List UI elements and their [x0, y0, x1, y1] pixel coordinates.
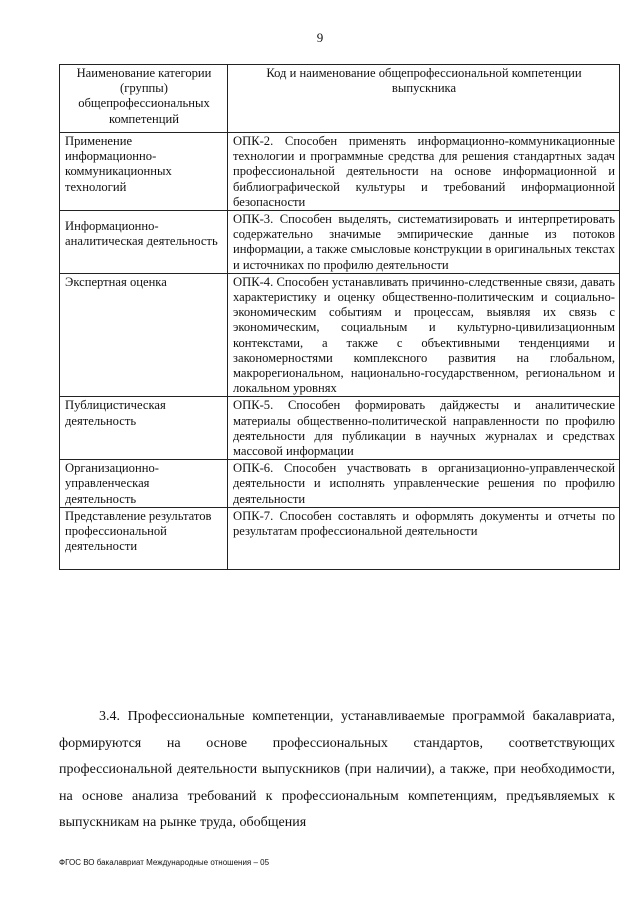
competence-cell: ОПК-6. Способен участвовать в организационно-управленческой деятельности и исполнять управленческие решения по профилю деятельности	[228, 460, 620, 508]
category-cell: Информационно-аналитическая деятельность	[60, 211, 228, 274]
table-row	[60, 133, 620, 211]
competence-cell: ОПК-2. Способен применять информационно-коммуникационные технологии и программные средства для решения стандартных задач профессиональной деятельности на основе информационной и библиографической культуры и требований информационной безопасности	[228, 133, 620, 211]
competence-table	[59, 64, 620, 570]
category-cell: Применение информационно-коммуникационных технологий	[60, 133, 228, 211]
page-number: 9	[316, 30, 324, 45]
table-row	[60, 211, 620, 274]
category-cell: Публицистическая деятельность	[60, 397, 228, 460]
competence-cell: ОПК-4. Способен устанавливать причинно-следственные связи, давать характеристику и оценку общественно-политическим и социально-экономическим событиям и процессам, выявляя их связь с экономическим, социальным и культурно-цивилизационным контекстами, а также с объективными тенденциями и закономерностями комплексного развития на глобальном, макрорегиональном, национально-государственном, региональном и локальном уровнях	[228, 273, 620, 397]
header-category: Наименование категории (группы) общепрофессиональных компетенций	[60, 65, 228, 133]
competence-cell: ОПК-3. Способен выделять, систематизировать и интерпретировать содержательно значимые эмпирические данные из потоков информации, а также смысловые конструкции в оригинальных текстах и источниках по профилю деятельности	[228, 211, 620, 274]
category-cell: Представление результатов профессиональной деятельности	[60, 507, 228, 569]
table-row	[60, 273, 620, 397]
competence-cell: ОПК-7. Способен составлять и оформлять документы и отчеты по результатам профессиональной деятельности	[228, 507, 620, 569]
competence-cell: ОПК-5. Способен формировать дайджесты и аналитические материалы общественно-политической направленности по профилю деятельности для публикации в научных журналах и средствах массовой информации	[228, 397, 620, 460]
table-row	[60, 507, 620, 569]
category-cell: Экспертная оценка	[60, 273, 228, 397]
table-header-row	[60, 65, 620, 133]
table-row	[60, 397, 620, 460]
footer-text: ФГОС ВО бакалавриат Международные отношения – 05	[59, 858, 270, 867]
category-cell: Организационно-управленческая деятельность	[60, 460, 228, 508]
table-row	[60, 460, 620, 508]
header-competence: Код и наименование общепрофессиональной компетенции выпускника	[228, 65, 620, 133]
body-paragraph: 3.4. Профессиональные компетенции, устанавливаемые программой бакалавриата, формируются на основе профессиональных стандартов, соответствующих профессиональной деятельности выпускников (при наличии), а также, при необходимости, на основе анализа требований к профессиональным компетенциям, предъявляемых к выпускникам на рынке труда, обобщения	[59, 709, 615, 830]
